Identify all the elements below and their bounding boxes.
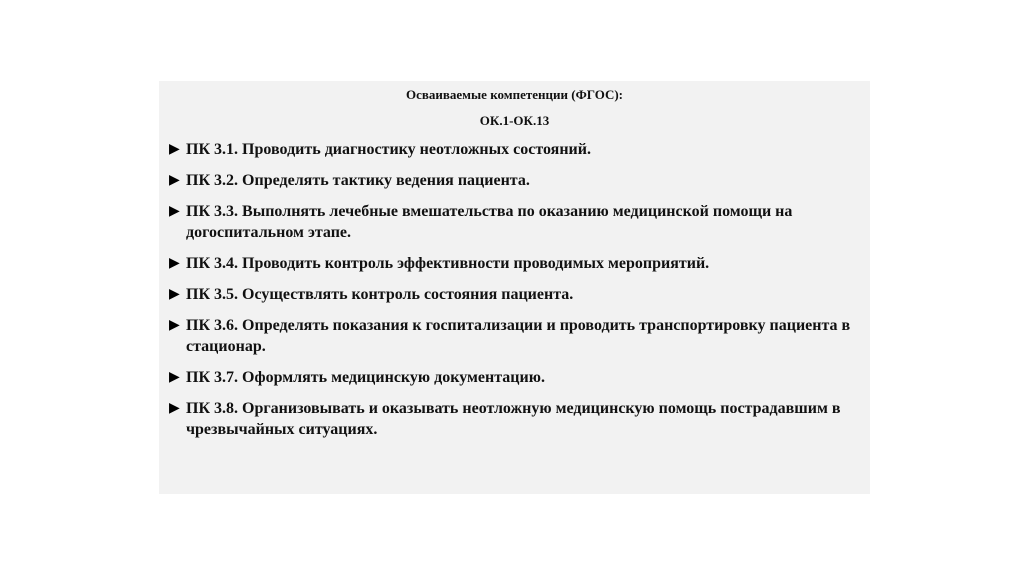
list-item: [169, 170, 859, 191]
triangle-right-icon: ▶: [169, 287, 180, 302]
list-item: [169, 253, 859, 274]
list-item-text: ПК 3.3. Выполнять лечебные вмешательства по оказанию медицинской помощи на догоспитальном этапе.: [186, 203, 793, 241]
slide-subtitle: ОК.1-ОК.13: [479, 113, 550, 128]
list-item-text: ПК 3.5. Осуществлять контроль состояния пациента.: [186, 286, 574, 303]
triangle-right-icon: ▶: [169, 204, 180, 219]
list-item: [169, 398, 859, 440]
list-item-text: ПК 3.2. Определять тактику ведения пациента.: [186, 172, 530, 189]
slide-title: Осваиваемые компетенции (ФГОС):: [405, 87, 624, 102]
triangle-right-icon: ▶: [169, 173, 180, 188]
list-item: [169, 315, 859, 357]
triangle-right-icon: ▶: [169, 401, 180, 416]
list-item: [169, 201, 859, 243]
list-item: [169, 284, 859, 305]
list-item-text: ПК 3.4. Проводить контроль эффективности проводимых мероприятий.: [186, 255, 710, 272]
list-item-text: ПК 3.1. Проводить диагностику неотложных состояний.: [186, 141, 591, 158]
list-item-text: ПК 3.8. Организовывать и оказывать неотложную медицинскую помощь пострадавшим в чрезвычайных ситуациях.: [186, 400, 841, 438]
competency-list: [169, 139, 859, 450]
list-item-text: ПК 3.6. Определять показания к госпитализации и проводить транспортировку пациента в стационар.: [186, 317, 851, 355]
triangle-right-icon: ▶: [169, 256, 180, 271]
triangle-right-icon: ▶: [169, 370, 180, 385]
list-item-text: ПК 3.7. Оформлять медицинскую документацию.: [186, 369, 545, 386]
list-item: [169, 367, 859, 388]
triangle-right-icon: ▶: [169, 142, 180, 157]
triangle-right-icon: ▶: [169, 318, 180, 333]
list-item: [169, 139, 859, 160]
slide-panel: [159, 81, 870, 494]
